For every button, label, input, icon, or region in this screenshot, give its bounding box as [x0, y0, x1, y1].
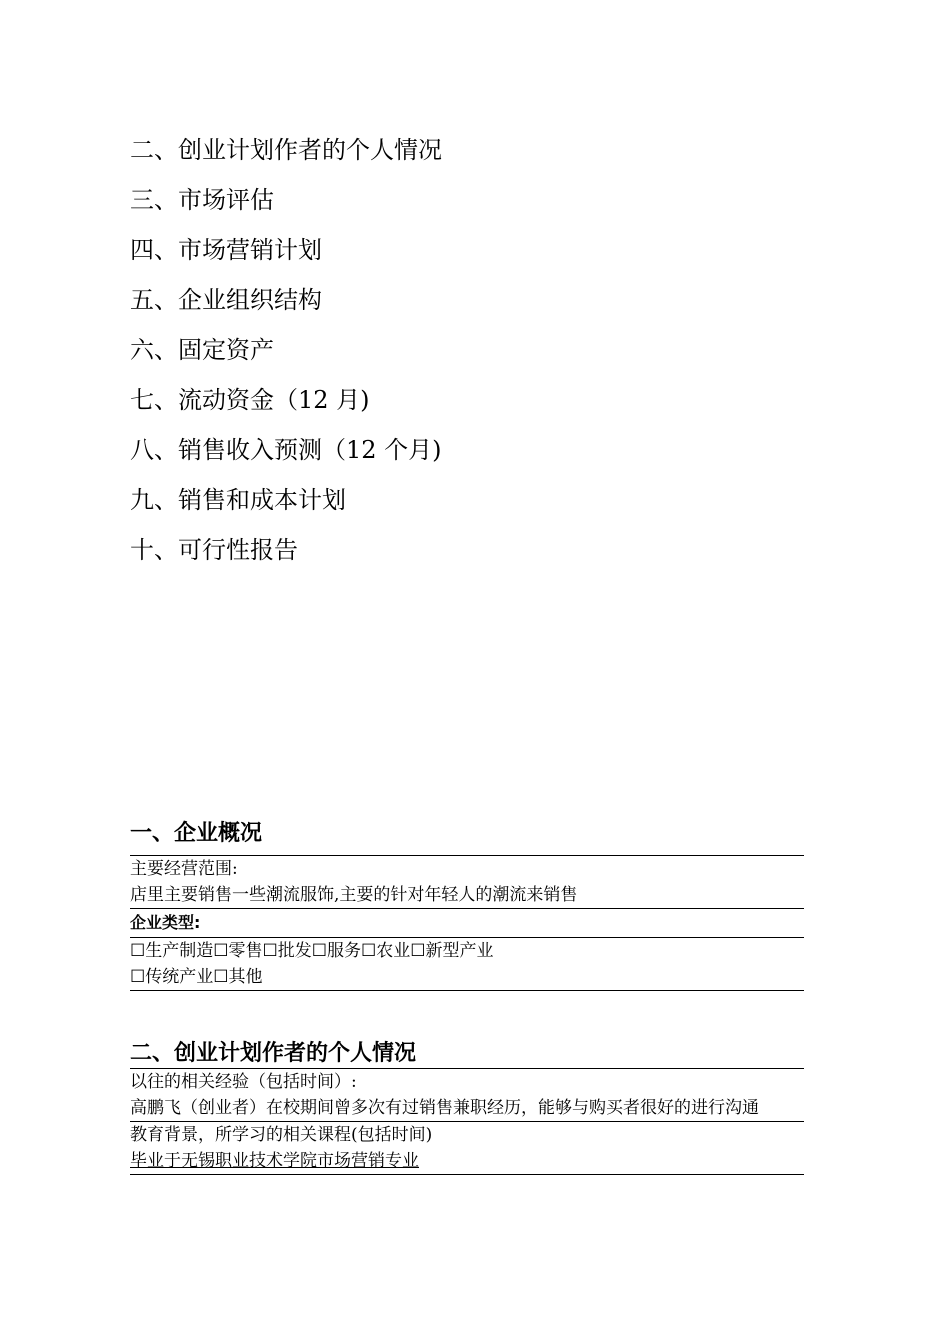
business-scope-label: 主要经营范围: — [130, 859, 238, 879]
toc-item: 二、创业计划作者的个人情况 — [130, 136, 442, 164]
toc-item: 五、企业组织结构 — [130, 286, 322, 314]
toc-item: 三、市场评估 — [130, 186, 274, 214]
experience-value: 高鹏飞（创业者）在校期间曾多次有过销售兼职经历，能够与购买者很好的进行沟通 — [130, 1098, 759, 1118]
toc-item: 九、销售和成本计划 — [130, 486, 346, 514]
divider — [130, 990, 804, 991]
education-label: 教育背景，所学习的相关课程(包括时间) — [130, 1125, 433, 1145]
business-scope-value: 店里主要销售一些潮流服饰,主要的针对年轻人的潮流来销售 — [130, 885, 578, 905]
education-value-text: 毕业于无锡职业技术学院市场营销专业 — [130, 1151, 419, 1171]
section-company-overview — [130, 820, 804, 991]
divider — [130, 1174, 804, 1175]
toc-item: 六、固定资产 — [130, 336, 274, 364]
business-type-options: ☐传统产业☐其他 — [130, 967, 263, 987]
section-author-info — [130, 1040, 804, 1175]
toc-item: 七、流动资金（12 月) — [130, 386, 370, 414]
toc-item: 十、可行性报告 — [130, 536, 298, 564]
business-type-options: ☐生产制造☐零售☐批发☐服务☐农业☐新型产业 — [130, 941, 494, 961]
experience-label: 以往的相关经验（包括时间）: — [130, 1072, 357, 1092]
toc-item: 八、销售收入预测（12 个月) — [130, 436, 442, 464]
education-value — [130, 1148, 804, 1174]
toc-item: 四、市场营销计划 — [130, 236, 322, 264]
section-title: 一、企业概况 — [130, 821, 263, 846]
table-of-contents — [130, 130, 442, 580]
business-type-label: 企业类型: — [130, 913, 201, 932]
section-title: 二、创业计划作者的个人情况 — [130, 1041, 417, 1066]
